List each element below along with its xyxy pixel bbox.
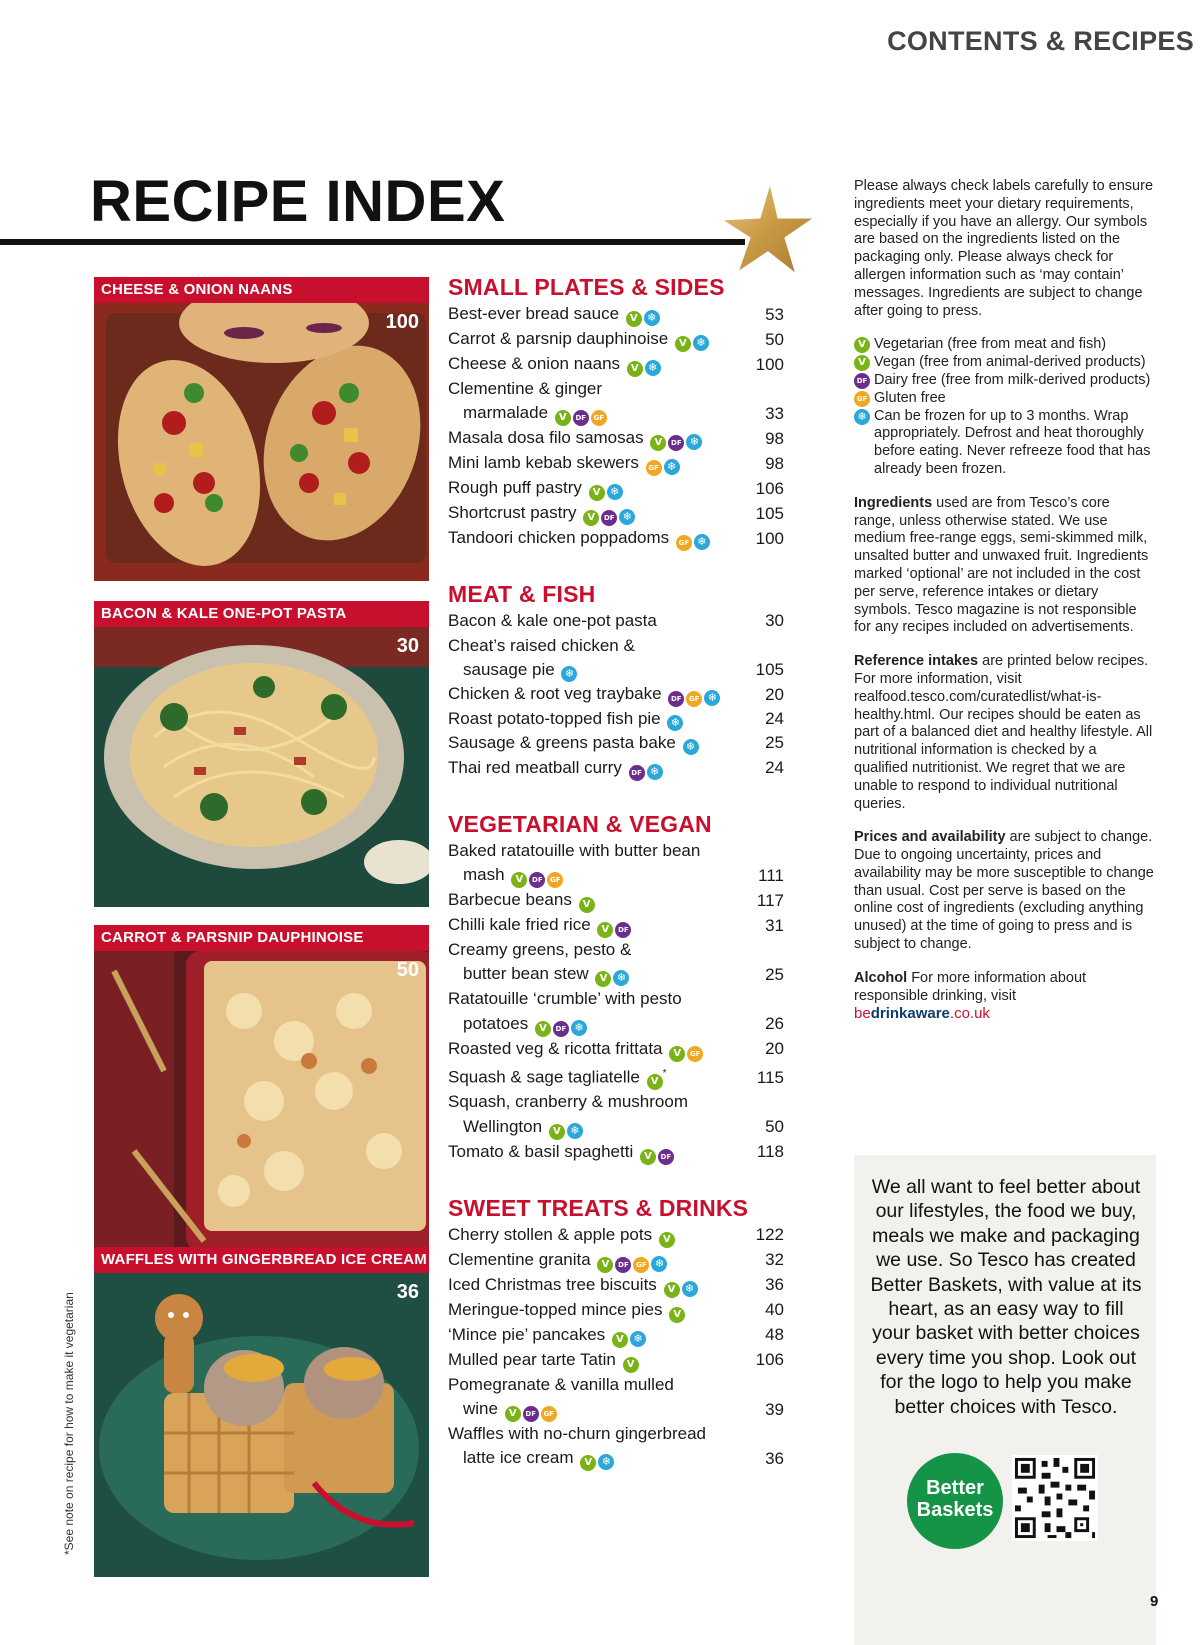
recipe-name-line2: latte ice cream V ❄ (448, 1446, 744, 1471)
vegetarian-icon: V (549, 1124, 565, 1140)
recipe-page-number: 105 (755, 659, 784, 679)
recipe-name: Meringue-topped mince pies (448, 1299, 663, 1319)
recipe-name: Thai red meatball curry (448, 757, 622, 777)
gluten-free-icon: GF (547, 872, 563, 888)
ingredients-heading: Ingredients (854, 494, 933, 511)
vegetarian-footnote: *See note on recipe for how to make it vegetarian (62, 1292, 76, 1555)
recipe-name-line2: potatoes V DF ❄ (448, 1012, 744, 1037)
recipe-page-number: 100 (755, 354, 784, 374)
vegetarian-icon: V (664, 1282, 680, 1298)
recipe-entry[interactable] (448, 327, 784, 352)
recipe-page-number: 24 (765, 758, 784, 778)
alcohol-heading: Alcohol (854, 969, 908, 986)
recipe-page-number: 48 (765, 1325, 784, 1345)
allergy-intro: Please always check labels carefully to ensure ingredients meet your dietary requirements, especially if you have an allergy. Our symbols are based on the ingredients listed on the packaging only. Please always check for allergen information such as ‘may contain’ messages. Ingredients are subject to change after going to press. (854, 178, 1154, 319)
recipe-entry[interactable] (448, 1223, 784, 1248)
freezable-icon: ❄ (667, 715, 683, 731)
freezable-icon: ❄ (704, 690, 720, 706)
recipe-name: Baked ratatouille with butter bean (448, 840, 701, 860)
dairy-free-icon: DF (629, 765, 645, 781)
vegetarian-icon: V (669, 1307, 685, 1323)
recipe-name: Cheese & onion naans (448, 354, 621, 373)
recipe-page-number: 36 (765, 1275, 784, 1295)
photo-carrot-parsnip-dauphinoise (94, 951, 429, 1255)
recipe-page-number: 20 (765, 684, 784, 704)
legend-row (854, 354, 1154, 372)
recipe-entry[interactable] (448, 682, 784, 707)
recipe-name: Squash, cranberry & mushroom (448, 1092, 688, 1112)
card-label: WAFFLES WITH GINGERBREAD ICE CREAM (94, 1247, 429, 1273)
recipe-entry[interactable] (448, 913, 784, 938)
recipe-page-number: 26 (765, 1014, 784, 1034)
vegetarian-icon: V (580, 1455, 596, 1471)
card-page-number: 36 (396, 1281, 419, 1303)
legend-text: Gluten free (874, 389, 946, 406)
dairy-free-icon: DF (529, 872, 545, 888)
gluten-free-icon: GF (676, 535, 692, 551)
recipe-name-line2: marmalade V DF GF (448, 401, 744, 426)
recipe-name-line2: butter bean stew V ❄ (448, 962, 744, 987)
recipe-entry[interactable] (448, 526, 784, 551)
freezable-icon: ❄ (693, 335, 709, 351)
vegan-icon: V (854, 355, 870, 371)
recipe-page-number: 98 (765, 429, 784, 448)
dairy-free-icon: DF (615, 922, 631, 938)
gluten-free-icon: GF (541, 1406, 557, 1422)
legend-row (854, 336, 1154, 354)
recipe-page-number: 39 (765, 1399, 784, 1419)
recipe-name: Chilli kale fried rice (448, 915, 591, 935)
gluten-free-icon: GF (854, 391, 870, 407)
vegan-icon: V (597, 1257, 613, 1273)
legend-row (854, 372, 1154, 390)
recipe-name: Best-ever bread sauce (448, 304, 620, 323)
recipe-entry[interactable] (448, 1140, 784, 1165)
section-title: SMALL PLATES & SIDES (448, 274, 725, 300)
gluten-free-icon: GF (686, 691, 702, 707)
freezable-icon: ❄ (664, 459, 680, 475)
photo-waffles-gingerbread (94, 1273, 429, 1577)
recipe-entry[interactable] (448, 1348, 784, 1373)
recipe-page-number: 50 (765, 1117, 784, 1137)
vegetarian-icon: V (597, 922, 613, 938)
vegetarian-footnote-marker: * (662, 1067, 667, 1079)
card-label: BACON & KALE ONE-POT PASTA (94, 601, 429, 627)
dairy-free-icon: DF (523, 1406, 539, 1422)
recipe-page-number: 53 (765, 304, 784, 324)
recipe-entry[interactable] (448, 501, 784, 526)
freezable-icon: ❄ (686, 434, 702, 450)
vegetarian-icon: V (627, 361, 643, 377)
vegetarian-icon: V (647, 1074, 663, 1090)
freezable-icon: ❄ (571, 1020, 587, 1036)
photo-card-bacon-kale-pasta[interactable] (94, 601, 429, 907)
dairy-free-icon: DF (658, 1149, 674, 1165)
recipe-entry[interactable] (448, 1090, 784, 1139)
recipe-name: Waffles with no-churn gingerbread (448, 1423, 706, 1443)
prices-body: are subject to change. Due to ongoing uncertainty, prices and availability may be more susceptible to change than usual. Cost per serve is based on the online cost of ingredients (excluding anything unused) at the time of going to press and is subject to change. (854, 829, 1154, 953)
recipe-name: Roast potato-topped fish pie (448, 709, 661, 729)
section-title: SWEET TREATS & DRINKS (448, 1194, 749, 1221)
recipe-entry[interactable] (448, 1323, 784, 1348)
recipe-name: Cheat’s raised chicken & (448, 635, 635, 655)
recipe-entry[interactable] (448, 302, 784, 327)
recipe-page-number: 100 (755, 529, 784, 548)
recipe-page-number: 33 (765, 404, 784, 423)
recipe-name: Tomato & basil spaghetti (448, 1141, 634, 1161)
card-page-number: 30 (396, 635, 419, 657)
page-number: 9 (1150, 1593, 1159, 1610)
freezable-icon: ❄ (647, 764, 663, 780)
recipe-page-number: 20 (765, 1039, 784, 1059)
recipe-name: Mini lamb kebab skewers (448, 453, 639, 473)
vegetarian-icon: V (589, 485, 605, 501)
better-baskets-promo (854, 1155, 1159, 1645)
card-label: CHEESE & ONION NAANS (94, 277, 429, 303)
vegetarian-icon: V (659, 1232, 675, 1248)
alcohol-body: For more information about responsible drinking, visit (854, 969, 1087, 1004)
ingredients-note (854, 495, 1154, 637)
photo-card-waffles-gingerbread[interactable] (94, 1247, 429, 1577)
card-page-number: 100 (385, 311, 419, 333)
photo-card-carrot-parsnip-dauphinoise[interactable] (94, 925, 429, 1255)
recipe-name: Ratatouille ‘crumble’ with pesto (448, 989, 682, 1009)
dairy-free-icon: DF (573, 410, 589, 426)
vegetarian-icon: V (595, 971, 611, 987)
recipe-name-line2: Wellington V ❄ (448, 1115, 744, 1140)
recipe-entry[interactable] (448, 1298, 784, 1323)
recipe-entry[interactable] (448, 731, 784, 755)
recipe-page-number: 30 (765, 611, 784, 631)
recipe-entry[interactable] (448, 1248, 784, 1273)
prices-note (854, 829, 1154, 954)
recipe-entry[interactable] (448, 377, 784, 426)
freezable-icon: ❄ (613, 970, 629, 986)
recipe-entry[interactable] (448, 839, 784, 888)
qr-code-icon[interactable] (1012, 1455, 1098, 1541)
recipe-name-line2: mash V DF GF (448, 863, 744, 888)
page-title: RECIPE INDEX (90, 169, 506, 234)
drinkaware-link[interactable]: bedrinkaware.co.uk (854, 1005, 990, 1023)
freezable-icon: ❄ (682, 1281, 698, 1297)
dairy-free-icon: DF (615, 1257, 631, 1273)
recipe-name-line2: sausage pie ❄ (448, 658, 744, 682)
vegetarian-icon: V (579, 897, 595, 913)
recipe-entry[interactable] (448, 1422, 784, 1471)
title-rule (0, 239, 745, 245)
vegan-icon: V (640, 1149, 656, 1165)
dairy-free-icon: DF (553, 1021, 569, 1037)
legend-text: Dairy free (free from milk-derived products) (874, 371, 1151, 388)
section-title: MEAT & FISH (448, 581, 596, 608)
recipe-name: Barbecue beans (448, 890, 572, 910)
vegetarian-icon: V (583, 510, 599, 526)
recipe-name: Shortcrust pastry (448, 503, 577, 523)
recipe-entry[interactable] (448, 1037, 784, 1062)
gluten-free-icon: GF (591, 410, 607, 426)
recipe-page-number: 106 (755, 479, 784, 498)
recipe-page-number: 25 (765, 733, 784, 753)
section-title: VEGETARIAN & VEGAN (448, 810, 712, 837)
recipe-page-number: 106 (755, 1350, 784, 1370)
alcohol-note (854, 970, 1154, 1006)
card-label: CARROT & PARSNIP DAUPHINOISE (94, 925, 429, 951)
recipe-page-number: 111 (758, 865, 784, 885)
legend-row (854, 408, 1154, 479)
recipe-name: Mulled pear tarte Tatin (448, 1349, 616, 1369)
reference-heading: Reference intakes (854, 653, 979, 670)
recipe-page-number: 31 (765, 915, 784, 935)
photo-cheese-onion-naans (94, 303, 429, 581)
dairy-free-icon: DF (601, 510, 617, 526)
recipe-entry[interactable] (448, 1373, 784, 1422)
vegan-icon: V (511, 872, 527, 888)
gold-star-decoration (720, 182, 816, 278)
promo-text: We all want to feel better about our lifestyles, the food we buy, meals we make and packaging we use. So Tesco has created Better Baskets, with value at its heart, as an easy way to fill your basket with better choices every time you shop. Look out for the logo to help you make better choices with Tesco. (870, 1176, 1142, 1418)
recipe-name: Creamy greens, pesto & (448, 940, 632, 960)
recipe-entry[interactable] (448, 987, 784, 1036)
legend-text: Can be frozen for up to 3 months. Wrap appropriately. Defrost and heat thoroughly before eating. Never refreeze food that has already been frozen. (874, 407, 1151, 477)
vegetarian-icon: V (623, 1357, 639, 1373)
recipe-entry[interactable] (448, 352, 784, 377)
gluten-free-icon: GF (646, 460, 662, 476)
recipe-entry[interactable] (448, 634, 784, 683)
recipe-entry[interactable] (448, 938, 784, 987)
gluten-free-icon: GF (687, 1046, 703, 1062)
card-page-number: 50 (396, 959, 419, 981)
freezable-icon: ❄ (683, 739, 699, 755)
recipe-entry[interactable] (448, 609, 784, 633)
recipe-page-number: 40 (765, 1300, 784, 1320)
vegetarian-icon: V (612, 1332, 628, 1348)
header-section-label: CONTENTS & RECIPES (887, 26, 1194, 56)
recipe-page-number: 118 (756, 1142, 784, 1162)
recipe-name: Clementine & ginger (448, 379, 603, 398)
recipe-entry[interactable] (448, 451, 784, 476)
reference-intakes-note (854, 653, 1154, 813)
vegan-icon: V (535, 1021, 551, 1037)
recipe-entry[interactable] (448, 888, 784, 913)
legend-row (854, 390, 1154, 408)
recipe-page-number: 36 (765, 1448, 784, 1468)
recipe-name: Roasted veg & ricotta frittata (448, 1038, 663, 1058)
recipe-page-number: 117 (756, 890, 784, 910)
vegetarian-icon: V (675, 336, 691, 352)
freezable-icon: ❄ (854, 409, 870, 425)
recipe-name: Rough puff pastry (448, 478, 582, 498)
recipe-page-number: 25 (765, 965, 784, 985)
recipe-entry[interactable] (448, 476, 784, 501)
freezable-icon: ❄ (598, 1454, 614, 1470)
prices-heading: Prices and availability (854, 829, 1006, 846)
vegetarian-icon: V (854, 337, 870, 353)
info-column (854, 178, 1154, 1023)
freezable-icon: ❄ (694, 534, 710, 550)
freezable-icon: ❄ (644, 310, 660, 326)
symbol-legend (854, 336, 1154, 478)
recipe-name: Bacon & kale one-pot pasta (448, 611, 657, 631)
recipe-page-number: 105 (755, 504, 784, 523)
recipe-name: Tandoori chicken poppadoms (448, 528, 670, 548)
freezable-icon: ❄ (619, 509, 635, 525)
freezable-icon: ❄ (651, 1256, 667, 1272)
recipe-page-number: 122 (755, 1225, 784, 1245)
recipe-name: Chicken & root veg traybake (448, 684, 662, 704)
recipe-page-number: 50 (765, 329, 784, 349)
gluten-free-icon: GF (633, 1257, 649, 1273)
recipe-name-line2: wine V DF GF (448, 1397, 744, 1422)
vegetarian-icon: V (626, 311, 642, 327)
legend-text: Vegetarian (free from meat and fish) (874, 336, 1107, 353)
freezable-icon: ❄ (630, 1331, 646, 1347)
recipe-entry[interactable] (448, 1062, 784, 1091)
freezable-icon: ❄ (607, 484, 623, 500)
vegetarian-icon: V (669, 1046, 685, 1062)
dairy-free-icon: DF (854, 373, 870, 389)
recipe-entry[interactable] (448, 426, 784, 451)
vegan-icon: V (650, 435, 666, 451)
recipe-entry[interactable] (448, 1273, 784, 1298)
recipe-index (448, 272, 784, 1471)
reference-body: are printed below recipes. For more information, visit realfood.tesco.com/curatedlist/what-is-healthy.html. Our recipes should be eaten as part of a balanced diet and healthy lifestyle. All nutritional information is checked by a qualified nutritionist. We regret that we are unable to respond to individual nutritional queries. (854, 653, 1153, 812)
freezable-icon: ❄ (567, 1123, 583, 1139)
legend-text: Vegan (free from animal-derived products) (874, 354, 1146, 371)
recipe-name: Squash & sage tagliatelle (448, 1067, 640, 1087)
photo-card-cheese-onion-naans[interactable] (94, 277, 429, 581)
freezable-icon: ❄ (645, 360, 661, 376)
better-baskets-logo: Better Baskets (907, 1453, 1003, 1549)
recipe-name: Carrot & parsnip dauphinoise (448, 329, 669, 348)
dairy-free-icon: DF (668, 435, 684, 451)
recipe-name: ‘Mince pie’ pancakes (448, 1324, 606, 1344)
recipe-name: Clementine granita (448, 1249, 591, 1269)
recipe-entry[interactable] (448, 756, 784, 781)
recipe-name: Iced Christmas tree biscuits (448, 1274, 657, 1294)
dairy-free-icon: DF (668, 691, 684, 707)
recipe-name: Sausage & greens pasta bake (448, 733, 676, 753)
recipe-page-number: 24 (765, 709, 784, 729)
recipe-name: Cherry stollen & apple pots (448, 1224, 653, 1244)
recipe-page-number: 98 (765, 454, 784, 473)
vegan-icon: V (555, 410, 571, 426)
recipe-entry[interactable] (448, 707, 784, 731)
photo-bacon-kale-pasta (94, 627, 429, 907)
recipe-page-number: 32 (765, 1250, 784, 1270)
recipe-name: Masala dosa filo samosas (448, 428, 644, 448)
recipe-name: Pomegranate & vanilla mulled (448, 1374, 674, 1394)
recipe-page-number: 115 (756, 1068, 784, 1088)
freezable-icon: ❄ (561, 666, 577, 682)
ingredients-body: used are from Tesco’s core range, unless otherwise stated. We use medium free-range eggs, semi-skimmed milk, unsalted butter and unwaxed fruit. Ingredients marked ‘optional’ are not included in the cost per serve, reference intakes or dietary symbols. Tesco magazine is not responsible for any recipes included on advertisements. (854, 494, 1149, 636)
vegetarian-icon: V (505, 1406, 521, 1422)
